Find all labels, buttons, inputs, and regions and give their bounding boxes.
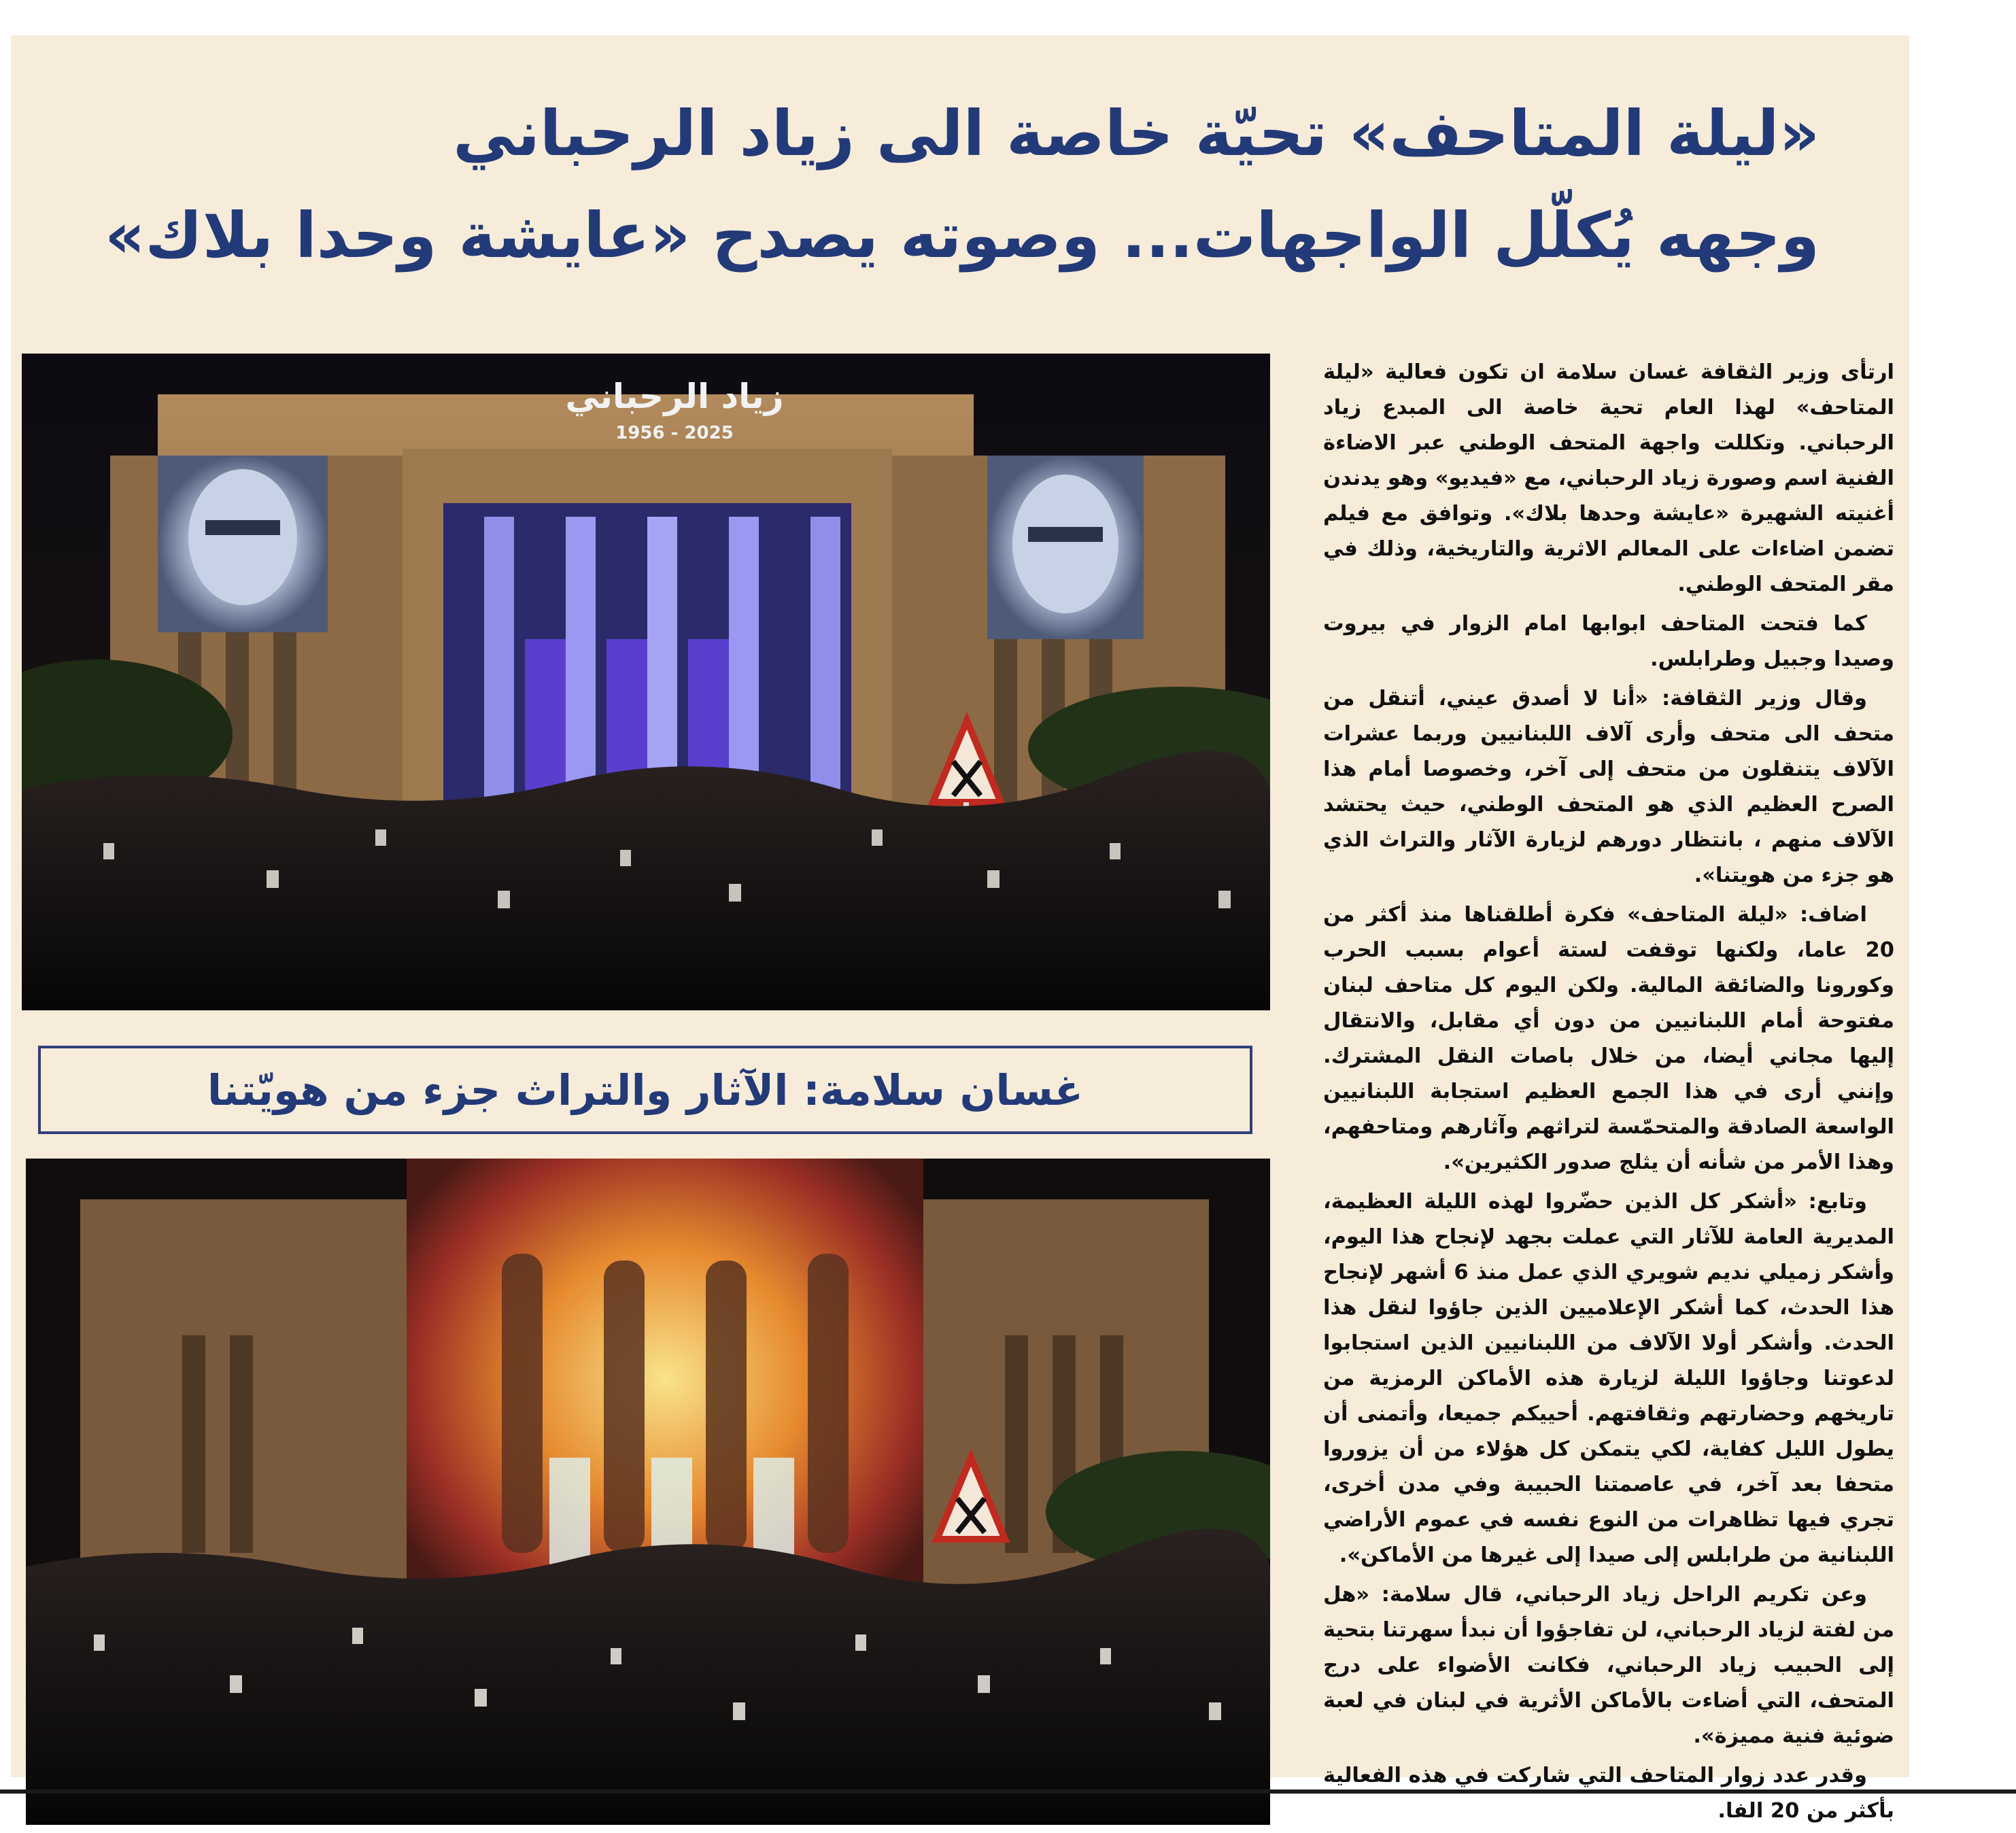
article-paragraph: وقدر عدد زوار المتاحف التي شاركت في هذه الفعالية بأكثر من 20 الفا. — [1323, 1764, 1894, 1823]
pull-quote-box — [38, 1046, 1252, 1134]
photo-2-illustration — [26, 1159, 1270, 1825]
photo-1-illustration — [22, 354, 1270, 1010]
projected-years: 1956 - 2025 — [615, 423, 734, 443]
headline — [52, 83, 1819, 287]
article-body — [1323, 355, 1894, 1833]
projected-name: زياد الرحباني — [565, 377, 784, 416]
photo-museum-facade-lightshow — [26, 1159, 1270, 1825]
headline-line-1: «ليلة المتاحف» تحيّة خاصة الى زياد الرحباني — [453, 97, 1819, 170]
newspaper-page — [11, 35, 1909, 1823]
article-paragraph: كما فتحت المتاحف ابوابها امام الزوار في بيروت وصيدا وجبيل وطرابلس. — [1323, 612, 1894, 671]
photo-museum-facade-portraits — [22, 354, 1270, 1010]
bottom-rule — [0, 1789, 2016, 1794]
article-paragraph: وقال وزير الثقافة: «أنا لا أصدق عيني، أتنقل من متحف الى متحف وأرى آلاف اللبنانيين وربما عشرات الآلاف يتنقلون من متحف إلى آخر، وخصوصا أمام هذا الصرح العظيم الذي هو المتحف الوطني، حيث يحتشد الآلاف منهم ، بانتظار دورهم لزيارة الآثار والتراث الذي هو جزء من هويتنا». — [1323, 687, 1894, 887]
article-paragraph: وتابع: «أشكر كل الذين حضّروا لهذه الليلة العظيمة، المديرية العامة للآثار التي عملت بجهد لإنجاح هذا اليوم، وأشكر زميلي نديم شويري الذي عمل منذ 6 أشهر لإنجاح هذا الحدث، كما أشكر الإعلاميين الذين جاؤوا لنقل هذا الحدث. وأشكر أولا الآلاف من اللبنانيين الذين استجابوا لدعوتنا وجاؤوا الليلة لزيارة هذه الأماكن الرمزية من تاريخهم وحضارتهم وثقافتهم. أحييكم جميعا، وأتمنى أن يطول الليل كفاية، لكي يتمكن كل هؤلاء من أن يزوروا متحفا بعد آخر، في عاصمتنا الحبيبة وفي مدن أخرى، تجري فيها تظاهرات من النوع نفسه في عموم الأراضي اللبنانية من طرابلس إلى صيدا إلى غيرها من الأماكن». — [1323, 1190, 1894, 1567]
article-paragraph: ارتأى وزير الثقافة غسان سلامة ان تكون فعالية «ليلة المتاحف» لهذا العام تحية خاصة الى المبدع زياد الرحباني. وتكللت واجهة المتحف الوطني عبر الاضاءة الفنية اسم وصورة زياد الرحباني، مع «فيديو» وهو يدندن أغنيته الشهيرة «عايشة وحدها بلاك». وتوافق مع فيلم تضمن اضاءات على المعالم الاثرية والتاريخية، وذلك في مقر المتحف الوطني. — [1323, 360, 1894, 596]
pull-quote-text: غسان سلامة: الآثار والتراث جزء من هويّتنا — [207, 1065, 1084, 1115]
headline-line-2: وجهه يُكلّل الواجهات... وصوته يصدح «عايشة وحدا بلاك» — [105, 199, 1819, 272]
article-paragraph: اضاف: «ليلة المتاحف» فكرة أطلقناها منذ أكثر من 20 عاما، ولكنها توقفت لستة أعوام بسبب الحرب وكورونا والضائقة المالية. ولكن اليوم كل متاحف لبنان مفتوحة أمام اللبنانيين من دون أي مقابل، والانتقال إليها مجاني أيضا، من خلال باصات النقل المشترك. وإنني أرى في هذا الجمع العظيم استجابة اللبنانيين الواسعة الصادقة والمتحمّسة لتراثهم وآثارهم ومتاحفهم، وهذا الأمر من شأنه أن يثلج صدور الكثيرين». — [1323, 903, 1894, 1174]
article-paragraph: وعن تكريم الراحل زياد الرحباني، قال سلامة: «هل من لفتة لزياد الرحباني، لن تفاجؤوا أن نبدأ سهرتنا بتحية إلى الحبيب زياد الرحباني، فكانت الأضواء على درج المتحف، التي أضاءت بالأماكن الأثرية في لبنان في لعبة ضوئية فنية مميزة». — [1323, 1583, 1894, 1748]
